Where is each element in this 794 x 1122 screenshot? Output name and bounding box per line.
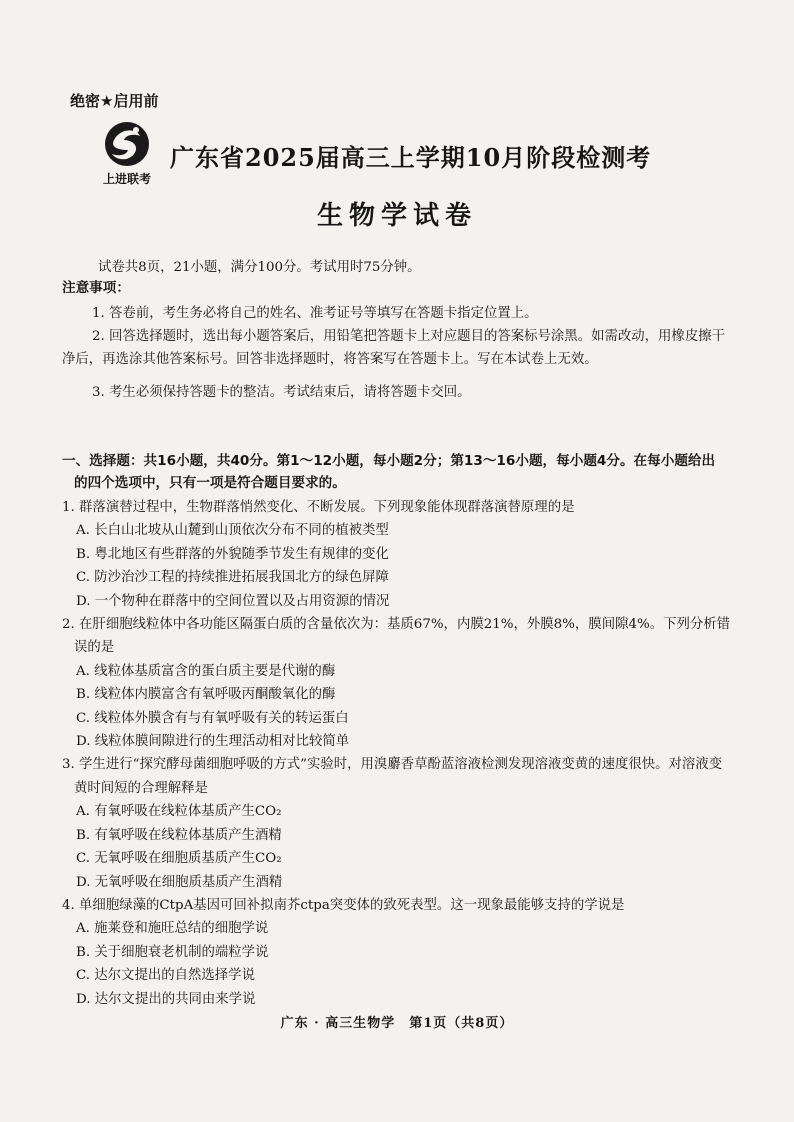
notice-heading: 注意事项： (62, 280, 130, 296)
page-footer: 广东 · 高三生物学 第1页（共8页） (280, 1016, 514, 1031)
option-c: C. 线粒体外膜含有与有氧呼吸有关的转运蛋白 (76, 710, 349, 726)
option-c: C. 防沙治沙工程的持续推进拓展我国北方的绿色屏障 (76, 570, 389, 586)
page-subtitle: 生物学试卷 (316, 201, 477, 231)
notice-item: 2. 回答选择题时，选出每小题答案后，用铅笔把答题卡上对应题目的答案标号涂黑。如需改动，用橡皮擦干净后，再选涂其他答案标号。回答非选择题时，将答案写在答题卡上。写在本试卷上无效。 (62, 329, 725, 367)
option-b: B. 有氧呼吸在线粒体基质产生酒精 (76, 827, 282, 843)
notice-list (62, 302, 727, 404)
option-b: B. 线粒体内膜富含有氧呼吸丙酮酸氧化的酶 (76, 687, 336, 703)
question-2 (62, 613, 732, 753)
option-b: B. 粤北地区有些群落的外貌随季节发生有规律的变化 (76, 546, 389, 562)
question-stem: 2. 在肝细胞线粒体中各功能区隔蛋白质的含量依次为：基质67%，内膜21%，外膜8%，膜间隙4%。下列分析错误的是 (62, 617, 731, 656)
option-d: D. 无氧呼吸在细胞质基质产生酒精 (76, 874, 283, 890)
question-list (62, 496, 732, 1011)
question-4 (62, 894, 732, 1011)
section-heading: 一、选择题：共16小题，共40分。第1～12小题，每小题2分；第13～16小题，每小题4分。在每小题给出的四个选项中，只有一项是符合题目要求的。 (62, 453, 716, 491)
notice-item: 3. 考生必须保持答题卡的整洁。考试结束后，请将答题卡交回。 (92, 385, 471, 400)
option-b: B. 关于细胞衰老机制的端粒学说 (76, 944, 269, 960)
question-stem: 4. 单细胞绿藻的CtpA基因可回补拟南芥ctpa突变体的致死表型。这一现象最能够支持的学说是 (62, 897, 625, 913)
option-a: A. 施莱登和施旺总结的细胞学说 (76, 921, 269, 937)
option-a: A. 有氧呼吸在线粒体基质产生CO₂ (76, 804, 282, 820)
page-title: 广东省2025届高三上学期10月阶段检测考 (170, 143, 652, 172)
option-a: A. 线粒体基质富含的蛋白质主要是代谢的酶 (76, 663, 336, 679)
question-3 (62, 753, 732, 893)
brand-logo (96, 120, 158, 186)
option-d: D. 线粒体膜间隙进行的生理活动相对比较简单 (76, 734, 350, 750)
notice-item: 1. 答卷前，考生务必将自己的姓名、准考证号等填写在答题卡指定位置上。 (92, 306, 538, 321)
option-d: D. 达尔文提出的共同由来学说 (76, 991, 256, 1007)
option-c: C. 达尔文提出的自然选择学说 (76, 968, 255, 984)
option-a: A. 长白山北坡从山麓到山顶依次分布不同的植被类型 (76, 523, 389, 539)
exam-info: 试卷共8页，21小题，满分100分。考试用时75分钟。 (98, 260, 421, 275)
secret-label: 绝密★启用前 (70, 92, 159, 110)
question-1 (62, 496, 732, 613)
question-stem: 1. 群落演替过程中，生物群落悄然变化、不断发展。下列现象能体现群落演替原理的是 (62, 500, 575, 515)
question-stem: 3. 学生进行“探究酵母菌细胞呼吸的方式”实验时，用溴麝香草酚蓝溶液检测发现溶液变黄的速度很快。对溶液变黄时间短的合理解释是 (62, 757, 723, 796)
logo-icon (96, 120, 158, 170)
option-c: C. 无氧呼吸在细胞质基质产生CO₂ (76, 851, 282, 867)
logo-text: 上进联考 (102, 172, 151, 186)
option-d: D. 一个物种在群落中的空间位置以及占用资源的情况 (76, 593, 390, 609)
